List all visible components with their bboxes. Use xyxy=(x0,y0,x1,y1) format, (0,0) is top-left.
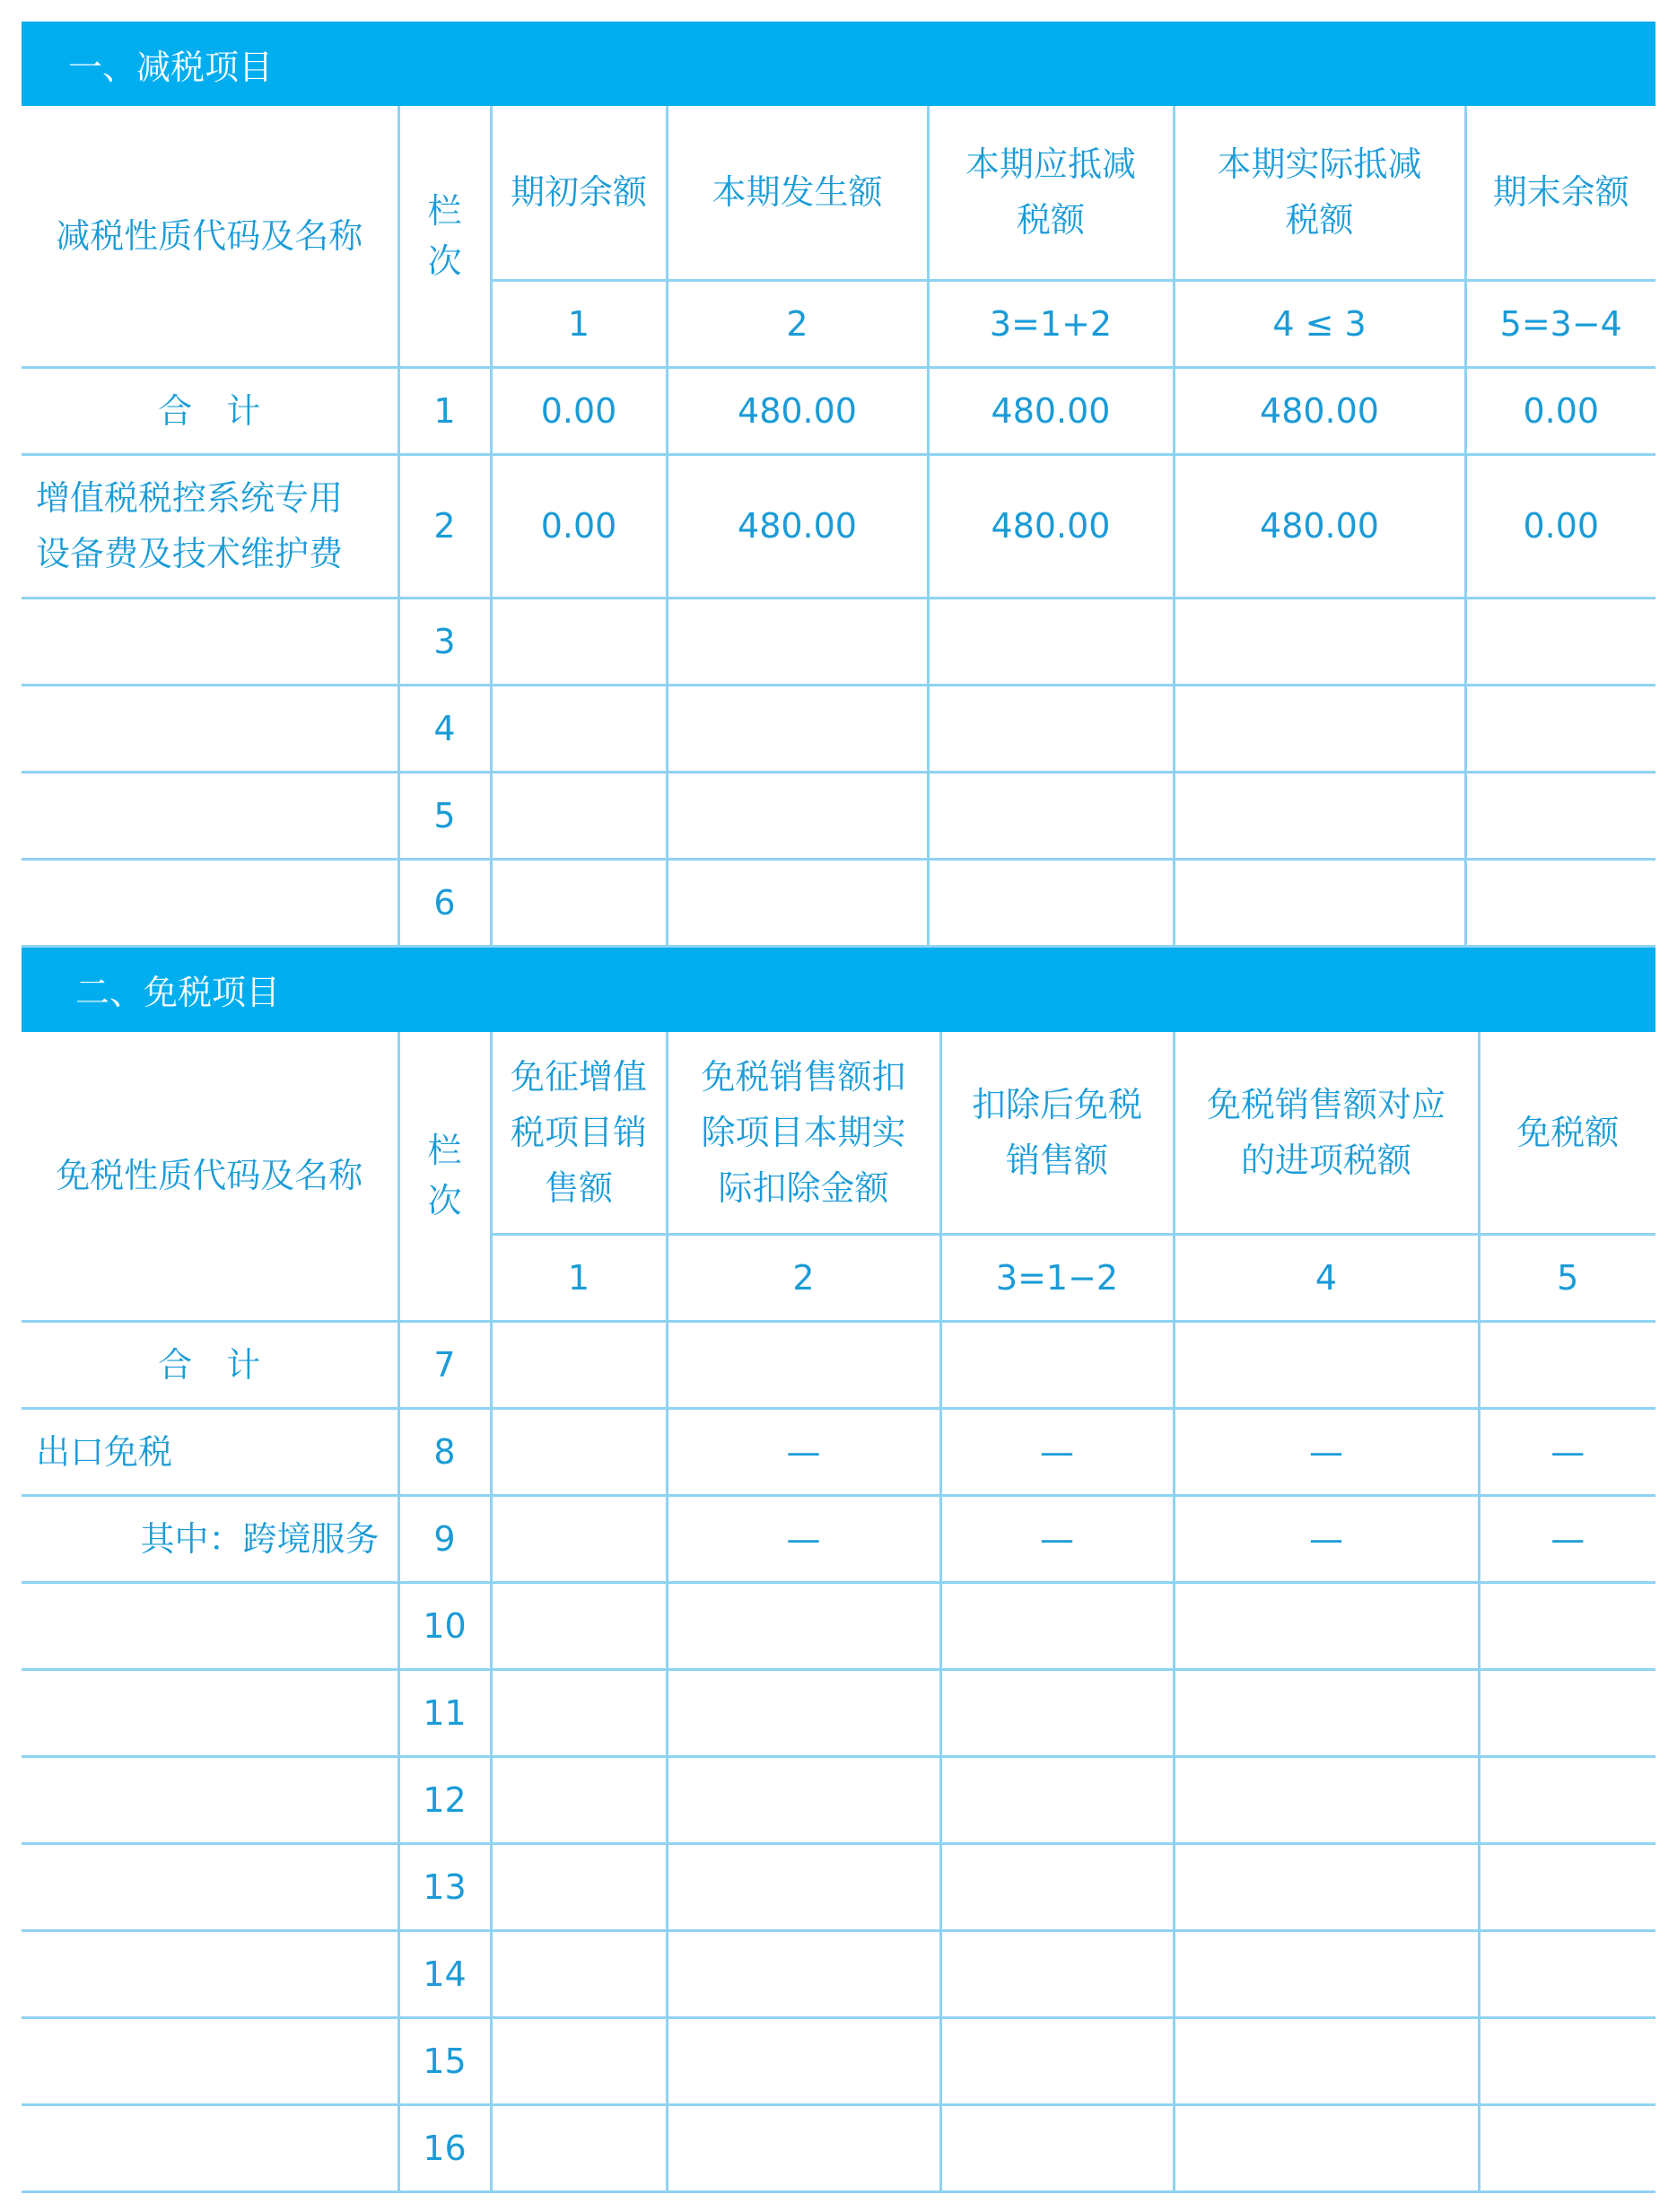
table-row xyxy=(22,2105,1655,2192)
cell-value: 480.00 xyxy=(928,367,1174,454)
cell-dash: — xyxy=(1174,1409,1479,1496)
row-name[interactable] xyxy=(22,1757,398,1844)
cell-value[interactable] xyxy=(928,598,1174,685)
tax-reduction-table xyxy=(22,106,1655,948)
row-number: 10 xyxy=(398,1583,491,1670)
row-name[interactable] xyxy=(22,1844,398,1931)
table-row xyxy=(22,1322,1655,1409)
table-row xyxy=(22,1583,1655,1670)
col-number-3: 3=1+2 xyxy=(928,280,1174,367)
cell-value[interactable] xyxy=(1465,772,1655,859)
cell-value[interactable] xyxy=(1479,1844,1655,1931)
col-header-5: 期末余额 xyxy=(1465,106,1655,280)
cell-value[interactable] xyxy=(1479,1931,1655,2018)
section2-title: 二、免税项目 xyxy=(22,948,1655,1032)
table-row xyxy=(22,454,1655,598)
col-header-4: 免税销售额对应 的进项税额 xyxy=(1174,1032,1479,1235)
row-name: 其中：跨境服务 xyxy=(22,1496,398,1583)
table-row xyxy=(22,367,1655,454)
cell-value: 480.00 xyxy=(667,367,928,454)
cell-value[interactable] xyxy=(1465,859,1655,946)
col-number-2: 2 xyxy=(667,280,928,367)
cell-value[interactable] xyxy=(491,1409,667,1496)
cell-value[interactable] xyxy=(1479,1757,1655,1844)
row-number: 9 xyxy=(398,1496,491,1583)
cell-value[interactable] xyxy=(1174,772,1465,859)
table-row xyxy=(22,598,1655,685)
cell-dash: — xyxy=(940,1409,1174,1496)
cell-value[interactable] xyxy=(491,598,667,685)
cell-value[interactable] xyxy=(1479,1322,1655,1409)
cell-value[interactable] xyxy=(667,598,928,685)
cell-value[interactable] xyxy=(491,1757,667,1844)
cell-value: 0.00 xyxy=(491,454,667,598)
cell-value[interactable] xyxy=(940,2018,1174,2105)
row-number: 14 xyxy=(398,1931,491,2018)
row-name[interactable] xyxy=(22,598,398,685)
row-name: 增值税税控系统专用 设备费及技术维护费 xyxy=(22,454,398,598)
cell-value[interactable] xyxy=(940,1844,1174,1931)
cell-value[interactable] xyxy=(667,772,928,859)
row-number: 7 xyxy=(398,1322,491,1409)
cell-value[interactable] xyxy=(667,1583,940,1670)
row-name[interactable] xyxy=(22,1670,398,1757)
cell-dash: — xyxy=(667,1496,940,1583)
cell-value[interactable] xyxy=(1174,685,1465,772)
table-row xyxy=(22,1931,1655,2018)
cell-value[interactable] xyxy=(940,1583,1174,1670)
col-number-2: 2 xyxy=(667,1235,940,1322)
row-number: 16 xyxy=(398,2105,491,2192)
table-row xyxy=(22,772,1655,859)
name-col-header: 免税性质代码及名称 xyxy=(22,1032,398,1322)
col-number-1: 1 xyxy=(491,280,667,367)
cell-value: 0.00 xyxy=(491,367,667,454)
row-number: 2 xyxy=(398,454,491,598)
cell-value[interactable] xyxy=(491,1670,667,1757)
cell-value[interactable] xyxy=(940,1670,1174,1757)
row-number: 1 xyxy=(398,367,491,454)
cell-value: 480.00 xyxy=(1174,454,1465,598)
row-number: 4 xyxy=(398,685,491,772)
cell-value: 0.00 xyxy=(1465,367,1655,454)
header-row xyxy=(22,1032,1655,1235)
cell-value[interactable] xyxy=(940,1322,1174,1409)
col-number-1: 1 xyxy=(491,1235,667,1322)
col-number-5: 5=3−4 xyxy=(1465,280,1655,367)
table-row xyxy=(22,1844,1655,1931)
cell-value[interactable] xyxy=(1479,2018,1655,2105)
table-row xyxy=(22,1757,1655,1844)
cell-value[interactable] xyxy=(1174,1757,1479,1844)
cell-value[interactable] xyxy=(1174,1931,1479,2018)
cell-value[interactable] xyxy=(1465,598,1655,685)
cell-value[interactable] xyxy=(667,2105,940,2192)
tax-exemption-table xyxy=(22,1032,1655,2194)
cell-value[interactable] xyxy=(491,1496,667,1583)
cell-dash: — xyxy=(1479,1496,1655,1583)
cell-value[interactable] xyxy=(491,685,667,772)
cell-value[interactable] xyxy=(491,2105,667,2192)
row-name[interactable] xyxy=(22,1931,398,2018)
col-header-1: 免征增值 税项目销 售额 xyxy=(491,1032,667,1235)
cell-value[interactable] xyxy=(491,772,667,859)
cell-value[interactable] xyxy=(667,1844,940,1931)
col-number-4: 4 xyxy=(1174,1235,1479,1322)
col-number-3: 3=1−2 xyxy=(940,1235,1174,1322)
row-name[interactable] xyxy=(22,859,398,946)
col-header-5: 免税额 xyxy=(1479,1032,1655,1235)
table-row xyxy=(22,2018,1655,2105)
cell-value[interactable] xyxy=(491,1583,667,1670)
cell-dash: — xyxy=(1174,1496,1479,1583)
col-header-2: 免税销售额扣 除项目本期实 际扣除金额 xyxy=(667,1032,940,1235)
table-row xyxy=(22,1409,1655,1496)
lanci-col-header: 栏 次 xyxy=(398,106,491,367)
cell-value[interactable] xyxy=(491,1931,667,2018)
cell-value[interactable] xyxy=(928,772,1174,859)
row-name: 合 计 xyxy=(22,1322,398,1409)
cell-value[interactable] xyxy=(1465,685,1655,772)
cell-value[interactable] xyxy=(1174,2105,1479,2192)
row-name[interactable] xyxy=(22,1583,398,1670)
cell-value[interactable] xyxy=(491,859,667,946)
col-header-4: 本期实际抵减 税额 xyxy=(1174,106,1465,280)
row-name[interactable] xyxy=(22,2105,398,2192)
cell-value[interactable] xyxy=(491,1844,667,1931)
row-name[interactable] xyxy=(22,2018,398,2105)
cell-value[interactable] xyxy=(1479,2105,1655,2192)
cell-value[interactable] xyxy=(491,1322,667,1409)
cell-value[interactable] xyxy=(1174,1670,1479,1757)
cell-value[interactable] xyxy=(1174,598,1465,685)
row-name: 合 计 xyxy=(22,367,398,454)
cell-dash: — xyxy=(667,1409,940,1496)
col-header-3: 本期应抵减 税额 xyxy=(928,106,1174,280)
table-row xyxy=(22,1496,1655,1583)
name-col-header: 减税性质代码及名称 xyxy=(22,106,398,367)
cell-value[interactable] xyxy=(667,1670,940,1757)
cell-value[interactable] xyxy=(667,1757,940,1844)
table-row xyxy=(22,1670,1655,1757)
row-number: 11 xyxy=(398,1670,491,1757)
row-number: 12 xyxy=(398,1757,491,1844)
cell-value: 480.00 xyxy=(1174,367,1465,454)
cell-value[interactable] xyxy=(491,2018,667,2105)
row-number: 3 xyxy=(398,598,491,685)
cell-value[interactable] xyxy=(928,859,1174,946)
col-header-2: 本期发生额 xyxy=(667,106,928,280)
cell-value: 480.00 xyxy=(928,454,1174,598)
cell-dash: — xyxy=(940,1496,1174,1583)
cell-value[interactable] xyxy=(940,2105,1174,2192)
cell-value[interactable] xyxy=(667,2018,940,2105)
section1-title: 一、减税项目 xyxy=(22,22,1655,106)
cell-value[interactable] xyxy=(1174,2018,1479,2105)
col-header-3: 扣除后免税 销售额 xyxy=(940,1032,1174,1235)
header-row xyxy=(22,106,1655,280)
cell-value[interactable] xyxy=(1479,1670,1655,1757)
table-row xyxy=(22,685,1655,772)
row-number: 8 xyxy=(398,1409,491,1496)
cell-value[interactable] xyxy=(667,1931,940,2018)
cell-value[interactable] xyxy=(1174,1322,1479,1409)
cell-value[interactable] xyxy=(940,1757,1174,1844)
col-number-4: 4 ≤ 3 xyxy=(1174,280,1465,367)
lanci-col-header: 栏 次 xyxy=(398,1032,491,1322)
row-name[interactable] xyxy=(22,772,398,859)
cell-value[interactable] xyxy=(667,859,928,946)
cell-value: 0.00 xyxy=(1465,454,1655,598)
cell-value: 480.00 xyxy=(667,454,928,598)
cell-value[interactable] xyxy=(667,1322,940,1409)
row-number: 15 xyxy=(398,2018,491,2105)
row-number: 13 xyxy=(398,1844,491,1931)
col-number-5: 5 xyxy=(1479,1235,1655,1322)
cell-value[interactable] xyxy=(1479,1583,1655,1670)
cell-dash: — xyxy=(1479,1409,1655,1496)
cell-value[interactable] xyxy=(1174,859,1465,946)
row-name[interactable] xyxy=(22,685,398,772)
cell-value[interactable] xyxy=(928,685,1174,772)
row-number: 6 xyxy=(398,859,491,946)
cell-value[interactable] xyxy=(1174,1844,1479,1931)
cell-value[interactable] xyxy=(1174,1583,1479,1670)
row-name: 出口免税 xyxy=(22,1409,398,1496)
cell-value[interactable] xyxy=(667,685,928,772)
tax-form xyxy=(22,22,1655,2193)
col-header-1: 期初余额 xyxy=(491,106,667,280)
table-row xyxy=(22,859,1655,946)
row-number: 5 xyxy=(398,772,491,859)
cell-value[interactable] xyxy=(940,1931,1174,2018)
